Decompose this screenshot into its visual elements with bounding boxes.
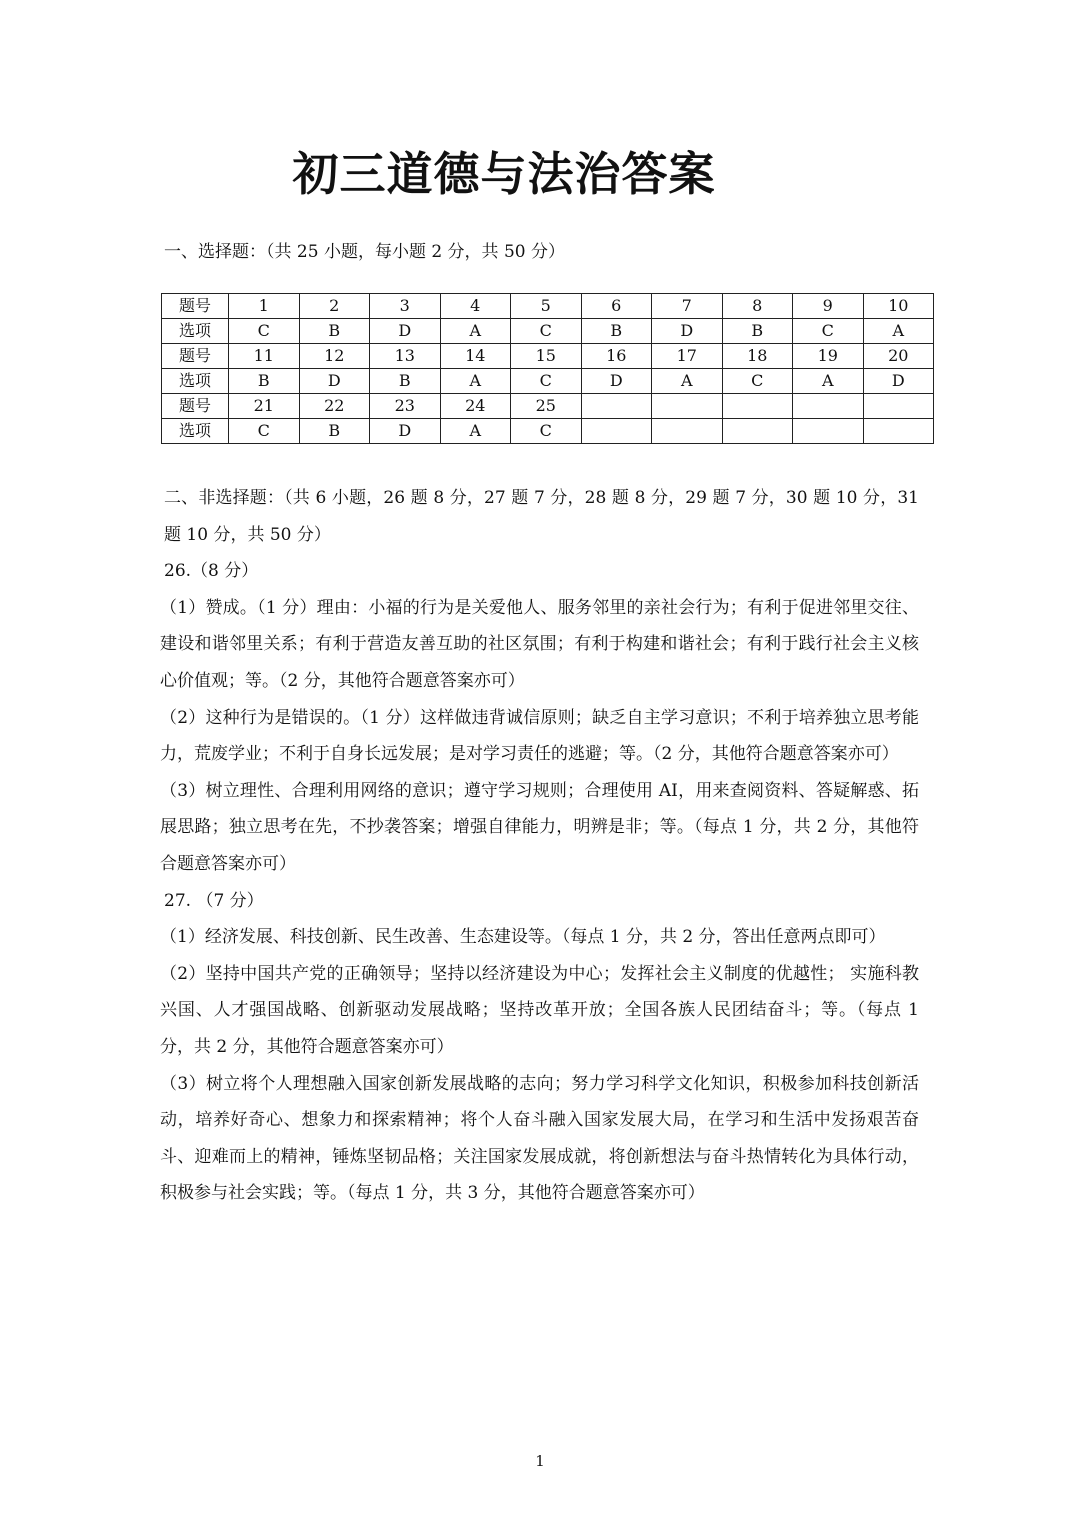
table-cell: 1 — [229, 294, 300, 319]
table-cell: 16 — [581, 344, 652, 369]
section-heading-choice: 一、选择题：（共 25 小题，每小题 2 分，共 50 分） — [164, 242, 566, 262]
table-cell — [652, 394, 723, 419]
table-cell: D — [581, 369, 652, 394]
question-27-answer-1: （1）经济发展、科技创新、民生改善、生态建设等。（每点 1 分，共 2 分，答出任意两点即可） — [160, 927, 886, 948]
section-heading-nonchoice: 二、非选择题：（共 6 小题，26 题 8 分，27 题 7 分，28 题 8 分，29 题 7 分，30 题 10 分，31 题 10 分，共 50 分） — [164, 488, 919, 545]
table-cell: A — [440, 319, 511, 344]
question-27-answer-2: （2）坚持中国共产党的正确领导；坚持以经济建设为中心；发挥社会主义制度的优越性； 实施科教兴国、人才强国战略、创新驱动发展战略；坚持改革开放；全国各族人民团结奋斗；等。（每点 1 分，共 2 分，其他符合题意答案亦可） — [160, 963, 919, 1057]
table-cell: D — [863, 369, 934, 394]
page-title: 初三道德与法治答案 — [292, 147, 716, 201]
table-cell: 6 — [581, 294, 652, 319]
table-cell: 2 — [299, 294, 370, 319]
table-cell: D — [370, 319, 441, 344]
table-cell: A — [440, 419, 511, 444]
table-cell: B — [299, 419, 370, 444]
table-cell: 24 — [440, 394, 511, 419]
page-number: 1 — [535, 1452, 545, 1470]
table-cell: 14 — [440, 344, 511, 369]
question-26-answer-2: （2）这种行为是错误的。（1 分）这样做违背诚信原则；缺乏自主学习意识；不利于培养独立思考能力，荒废学业；不利于自身长远发展；是对学习责任的逃避；等。（2 分，其他符合题意答案亦可） — [160, 707, 919, 765]
table-row — [162, 319, 934, 344]
answer-table — [161, 293, 934, 444]
table-cell: 19 — [793, 344, 864, 369]
table-row — [162, 369, 934, 394]
table-cell — [722, 419, 793, 444]
table-cell: B — [370, 369, 441, 394]
table-cell: 21 — [229, 394, 300, 419]
table-cell: A — [652, 369, 723, 394]
table-cell — [793, 419, 864, 444]
table-cell: 10 — [863, 294, 934, 319]
table-cell: 3 — [370, 294, 441, 319]
table-cell: C — [722, 369, 793, 394]
table-cell: 13 — [370, 344, 441, 369]
table-cell: C — [511, 319, 582, 344]
table-cell: A — [863, 319, 934, 344]
table-cell: C — [229, 319, 300, 344]
table-cell: C — [229, 419, 300, 444]
question-27-label: 27. （7 分） — [164, 890, 264, 911]
table-cell: 20 — [863, 344, 934, 369]
question-26-answer-3: （3）树立理性、合理利用网络的意识；遵守学习规则；合理使用 AI，用来查阅资料、答疑解惑、拓展思路；独立思考在先，不抄袭答案；增强自律能力，明辨是非；等。（每点 1 分，共 2 分，其他符合题意答案亦可） — [160, 780, 919, 874]
table-cell: A — [440, 369, 511, 394]
question-27-answer-3: （3）树立将个人理想融入国家创新发展战略的志向；努力学习科学文化知识，积极参加科技创新活动，培养好奇心、想象力和探索精神；将个人奋斗融入国家发展大局，在学习和生活中发扬艰苦奋斗、迎难而上的精神，锤炼坚韧品格；关注国家发展成就，将创新想法与奋斗热情转化为具体行动，积极参与社会实践；等。（每点 1 分，共 3 分，其他符合题意答案亦可） — [160, 1073, 919, 1204]
row-label: 题号 — [162, 344, 229, 369]
table-cell: 23 — [370, 394, 441, 419]
table-cell: D — [652, 319, 723, 344]
table-cell — [863, 394, 934, 419]
answer-body — [160, 480, 919, 1212]
table-cell — [863, 419, 934, 444]
table-row — [162, 419, 934, 444]
table-cell — [652, 419, 723, 444]
table-cell: A — [793, 369, 864, 394]
table-cell: 18 — [722, 344, 793, 369]
table-cell: 22 — [299, 394, 370, 419]
table-cell: 15 — [511, 344, 582, 369]
table-cell: B — [581, 319, 652, 344]
table-cell: C — [511, 419, 582, 444]
table-cell: B — [722, 319, 793, 344]
row-label: 选项 — [162, 369, 229, 394]
table-cell: 9 — [793, 294, 864, 319]
table-cell: 12 — [299, 344, 370, 369]
table-cell — [581, 419, 652, 444]
table-row — [162, 294, 934, 319]
table-cell: B — [229, 369, 300, 394]
table-cell: C — [511, 369, 582, 394]
table-cell — [793, 394, 864, 419]
row-label: 选项 — [162, 319, 229, 344]
table-row — [162, 394, 934, 419]
table-cell: 4 — [440, 294, 511, 319]
table-cell: 25 — [511, 394, 582, 419]
table-cell: 5 — [511, 294, 582, 319]
table-cell: D — [299, 369, 370, 394]
row-label: 题号 — [162, 394, 229, 419]
table-cell: C — [793, 319, 864, 344]
table-cell — [581, 394, 652, 419]
table-row — [162, 344, 934, 369]
table-cell: D — [370, 419, 441, 444]
question-26-label: 26.（8 分） — [164, 561, 259, 582]
table-cell: 11 — [229, 344, 300, 369]
table-cell: B — [299, 319, 370, 344]
table-cell: 8 — [722, 294, 793, 319]
row-label: 选项 — [162, 419, 229, 444]
table-cell: 17 — [652, 344, 723, 369]
question-26-answer-1: （1）赞成。（1 分）理由：小福的行为是关爱他人、服务邻里的亲社会行为；有利于促进邻里交往、建设和谐邻里关系；有利于营造友善互助的社区氛围；有利于构建和谐社会；有利于践行社会主义核心价值观；等。（2 分，其他符合题意答案亦可） — [160, 597, 919, 691]
row-label: 题号 — [162, 294, 229, 319]
table-cell: 7 — [652, 294, 723, 319]
table-cell — [722, 394, 793, 419]
